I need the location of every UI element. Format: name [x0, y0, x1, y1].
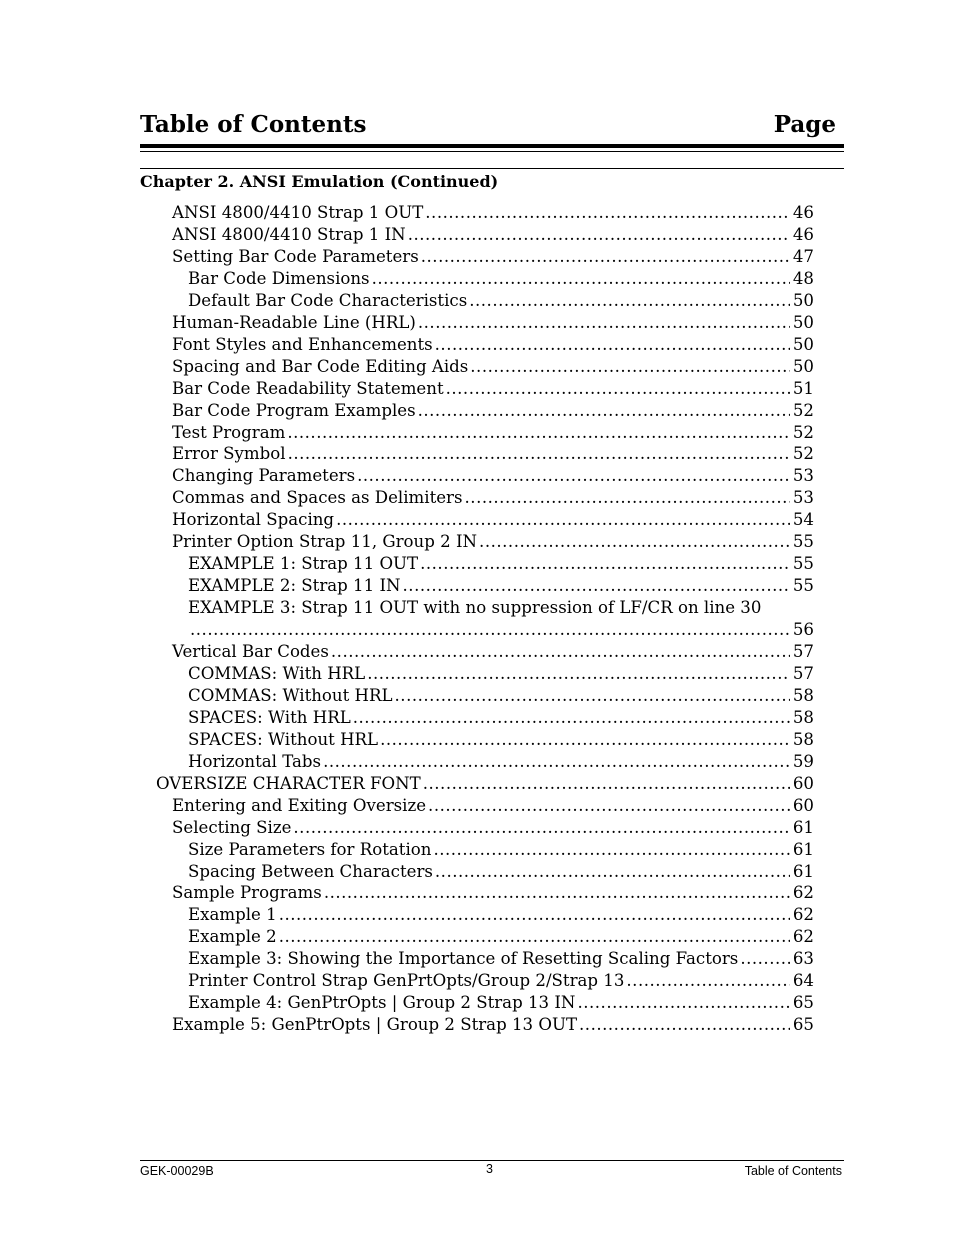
- toc-entry-label: Example 5: GenPtrOpts | Group 2 Strap 13 OUT: [172, 1015, 578, 1035]
- toc-entry[interactable]: [172, 531, 814, 553]
- toc-entry[interactable]: [172, 378, 814, 400]
- dot-leader: [479, 531, 790, 553]
- toc-entry-label: EXAMPLE 3: Strap 11 OUT with no suppression of LF/CR on line 30: [188, 598, 762, 618]
- toc-entry[interactable]: [188, 992, 814, 1014]
- dot-leader: [425, 202, 790, 224]
- toc-entry-label: Entering and Exiting Oversize: [172, 795, 427, 815]
- toc-entry[interactable]: [172, 356, 814, 378]
- toc-entry-label: Error Symbol: [172, 444, 286, 464]
- toc-entry[interactable]: [172, 1014, 814, 1036]
- toc-entry-label: SPACES: With HRL: [188, 707, 351, 727]
- dot-leader: [418, 400, 790, 422]
- dot-leader: [626, 970, 789, 992]
- toc-entry[interactable]: [172, 202, 814, 224]
- dot-leader: [395, 685, 790, 707]
- toc-entry-label: Printer Control Strap GenPrtOpts/Group 2/Strap 13: [188, 971, 625, 991]
- dot-leader: [579, 1014, 790, 1036]
- toc-entry-page: 50: [792, 356, 814, 376]
- dot-leader: [353, 707, 790, 729]
- toc-entry-page: 55: [792, 576, 814, 596]
- toc-entry-page: 50: [792, 334, 814, 354]
- toc-entry-page: 53: [792, 466, 814, 486]
- toc-entry-page: 62: [792, 927, 814, 947]
- toc-entry-label: Setting Bar Code Parameters: [172, 246, 419, 266]
- dot-leader: [421, 246, 790, 268]
- toc-entry-page: 51: [792, 378, 814, 398]
- footer-page-number: 3: [486, 1162, 493, 1176]
- toc-entry[interactable]: [188, 707, 814, 729]
- dot-leader: [279, 926, 790, 948]
- toc-entry-label: Selecting Size: [172, 817, 292, 837]
- toc-entry-label: ANSI 4800/4410 Strap 1 IN: [172, 224, 406, 244]
- dot-leader: [435, 334, 790, 356]
- dot-leader: [435, 861, 790, 883]
- toc-entry-page: 59: [792, 751, 814, 771]
- dot-leader: [357, 465, 790, 487]
- toc-entry-label: COMMAS: With HRL: [188, 663, 366, 683]
- dot-leader: [367, 663, 790, 685]
- chapter-rule: [140, 168, 844, 169]
- toc-entry-page: 63: [792, 949, 814, 969]
- toc-entry-label: Example 2: [188, 927, 277, 947]
- toc-entry-page: 61: [792, 861, 814, 881]
- dot-leader: [288, 443, 790, 465]
- toc-entry-page: 53: [792, 488, 814, 508]
- toc-entry-label: COMMAS: Without HRL: [188, 685, 393, 705]
- toc-entry[interactable]: [188, 729, 814, 751]
- toc-entry-label: Changing Parameters: [172, 466, 356, 486]
- toc-entry-label: Horizontal Tabs: [188, 751, 322, 771]
- toc-entry[interactable]: [172, 817, 814, 839]
- toc-entry[interactable]: [172, 334, 814, 356]
- toc-entry-page: 60: [792, 773, 814, 793]
- toc-entry-page: 65: [792, 993, 814, 1013]
- page-title: Table of Contents: [140, 111, 367, 138]
- toc-entry-label: Bar Code Readability Statement: [172, 378, 444, 398]
- toc-entry-label: Vertical Bar Codes: [172, 642, 329, 661]
- toc-entry-label: ANSI 4800/4410 Strap 1 OUT: [172, 203, 424, 222]
- toc-entry-page: 58: [792, 685, 814, 705]
- toc-entry[interactable]: [188, 619, 814, 641]
- toc-entry-label: Example 3: Showing the Importance of Resetting Scaling Factors: [188, 949, 739, 969]
- dot-leader: [323, 751, 790, 773]
- toc-entry[interactable]: [172, 465, 814, 487]
- toc-entry[interactable]: [172, 641, 814, 663]
- toc-entry-page: 57: [792, 642, 814, 661]
- toc-entry-label: Human-Readable Line (HRL): [172, 312, 416, 332]
- toc-entry[interactable]: [188, 751, 814, 773]
- page-column-label: Page: [773, 111, 836, 138]
- toc-entry[interactable]: [188, 685, 814, 707]
- toc-entry[interactable]: [172, 312, 814, 334]
- toc-entry-label: Default Bar Code Characteristics: [188, 290, 468, 310]
- toc-entry-page: 61: [792, 817, 814, 837]
- toc-entry[interactable]: [172, 246, 814, 268]
- toc-entry-label: Spacing and Bar Code Editing Aids: [172, 356, 469, 376]
- dot-leader: [287, 422, 790, 444]
- dot-leader: [418, 312, 790, 334]
- toc-entry[interactable]: [172, 224, 814, 246]
- toc-entry[interactable]: [188, 904, 814, 926]
- footer-doc-id: GEK-00029B: [140, 1164, 214, 1178]
- toc-entry-page: 58: [792, 729, 814, 749]
- dot-leader: [423, 773, 790, 795]
- toc-entry[interactable]: [172, 509, 814, 531]
- toc-entry[interactable]: [188, 290, 814, 312]
- toc-entry-label: Bar Code Program Examples: [172, 400, 416, 420]
- toc-entry-page: 54: [792, 510, 814, 530]
- dot-leader: [190, 619, 790, 641]
- toc-entry[interactable]: [188, 597, 814, 619]
- toc-entry-label: Bar Code Dimensions: [188, 268, 370, 288]
- toc-entry-label: Spacing Between Characters: [188, 861, 433, 881]
- toc-entry-page: 65: [792, 1015, 814, 1035]
- dot-leader: [470, 356, 790, 378]
- toc-entry-label: Printer Option Strap 11, Group 2 IN: [172, 532, 478, 552]
- toc-entry-label: Example 4: GenPtrOpts | Group 2 Strap 13 IN: [188, 993, 576, 1013]
- toc-entry-page: 52: [792, 400, 814, 420]
- toc-entry[interactable]: [188, 553, 814, 575]
- dot-leader: [279, 904, 790, 926]
- toc-entry-label: Example 1: [188, 905, 277, 925]
- toc-entry-label: Sample Programs: [172, 883, 322, 903]
- toc-entry-page: 61: [792, 839, 814, 859]
- toc-entry[interactable]: [172, 443, 814, 465]
- toc-entry-page: 52: [792, 422, 814, 442]
- toc-entry[interactable]: [188, 839, 814, 861]
- toc-entry-label: Test Program: [172, 422, 286, 442]
- toc-entry-page: 55: [792, 532, 814, 552]
- toc-entry-page: 64: [792, 971, 814, 991]
- footer-section: Table of Contents: [744, 1164, 842, 1178]
- toc-entry-label: EXAMPLE 1: Strap 11 OUT: [188, 554, 419, 574]
- toc-entry-label: Commas and Spaces as Delimiters: [172, 488, 463, 508]
- header-rule-thick: [140, 144, 844, 148]
- dot-leader: [336, 509, 790, 531]
- toc-entry[interactable]: [188, 575, 814, 597]
- chapter-heading: Chapter 2. ANSI Emulation (Continued): [140, 172, 499, 191]
- toc-entry-page: 48: [792, 268, 814, 288]
- toc-entry[interactable]: [172, 882, 814, 904]
- toc-entry-page: 56: [792, 620, 814, 640]
- toc-entry[interactable]: [172, 487, 814, 509]
- dot-leader: [740, 948, 790, 970]
- toc-entry[interactable]: [156, 773, 814, 795]
- toc-entry[interactable]: [188, 663, 814, 685]
- dot-leader: [433, 839, 789, 861]
- toc-entry-page: 58: [792, 707, 814, 727]
- toc-entry-page: 50: [792, 312, 814, 332]
- toc-entry-label: EXAMPLE 2: Strap 11 IN: [188, 576, 401, 596]
- toc-entry-page: 52: [792, 444, 814, 464]
- dot-leader: [324, 882, 790, 904]
- toc-entry[interactable]: [188, 268, 814, 290]
- toc-entry-page: 46: [792, 203, 814, 222]
- toc-entry-page: 60: [792, 795, 814, 815]
- toc-entry[interactable]: [188, 948, 814, 970]
- dot-leader: [465, 487, 790, 509]
- toc-header: [140, 110, 844, 140]
- toc-entry[interactable]: [188, 970, 814, 992]
- toc-entry[interactable]: [172, 795, 814, 817]
- header-rule-thin: [140, 151, 844, 152]
- toc-entry-page: 62: [792, 883, 814, 903]
- dot-leader: [446, 378, 790, 400]
- dot-leader: [428, 795, 790, 817]
- dot-leader: [577, 992, 789, 1014]
- dot-leader: [469, 290, 790, 312]
- toc-entry-page: 47: [792, 246, 814, 266]
- toc-entry-label: Size Parameters for Rotation: [188, 839, 432, 859]
- toc-entry[interactable]: [172, 400, 814, 422]
- toc-entry-label: Horizontal Spacing: [172, 510, 335, 530]
- toc-entry-page: 46: [792, 224, 814, 244]
- toc-entry-page: 50: [792, 290, 814, 310]
- dot-leader: [403, 575, 790, 597]
- dot-leader: [420, 553, 790, 575]
- toc-entry-label: SPACES: Without HRL: [188, 729, 379, 749]
- dot-leader: [408, 224, 790, 246]
- toc-entry-page: 62: [792, 905, 814, 925]
- dot-leader: [331, 641, 790, 663]
- dot-leader: [372, 268, 790, 290]
- toc-entry-page: 55: [792, 554, 814, 574]
- toc-entry-page: 57: [792, 663, 814, 683]
- toc-entry[interactable]: [188, 926, 814, 948]
- dot-leader: [293, 817, 789, 839]
- toc-entry-label: Font Styles and Enhancements: [172, 334, 433, 354]
- toc-entry-label: OVERSIZE CHARACTER FONT: [156, 773, 421, 793]
- toc-entry[interactable]: [172, 422, 814, 444]
- dot-leader: [380, 729, 790, 751]
- toc-entry[interactable]: [188, 861, 814, 883]
